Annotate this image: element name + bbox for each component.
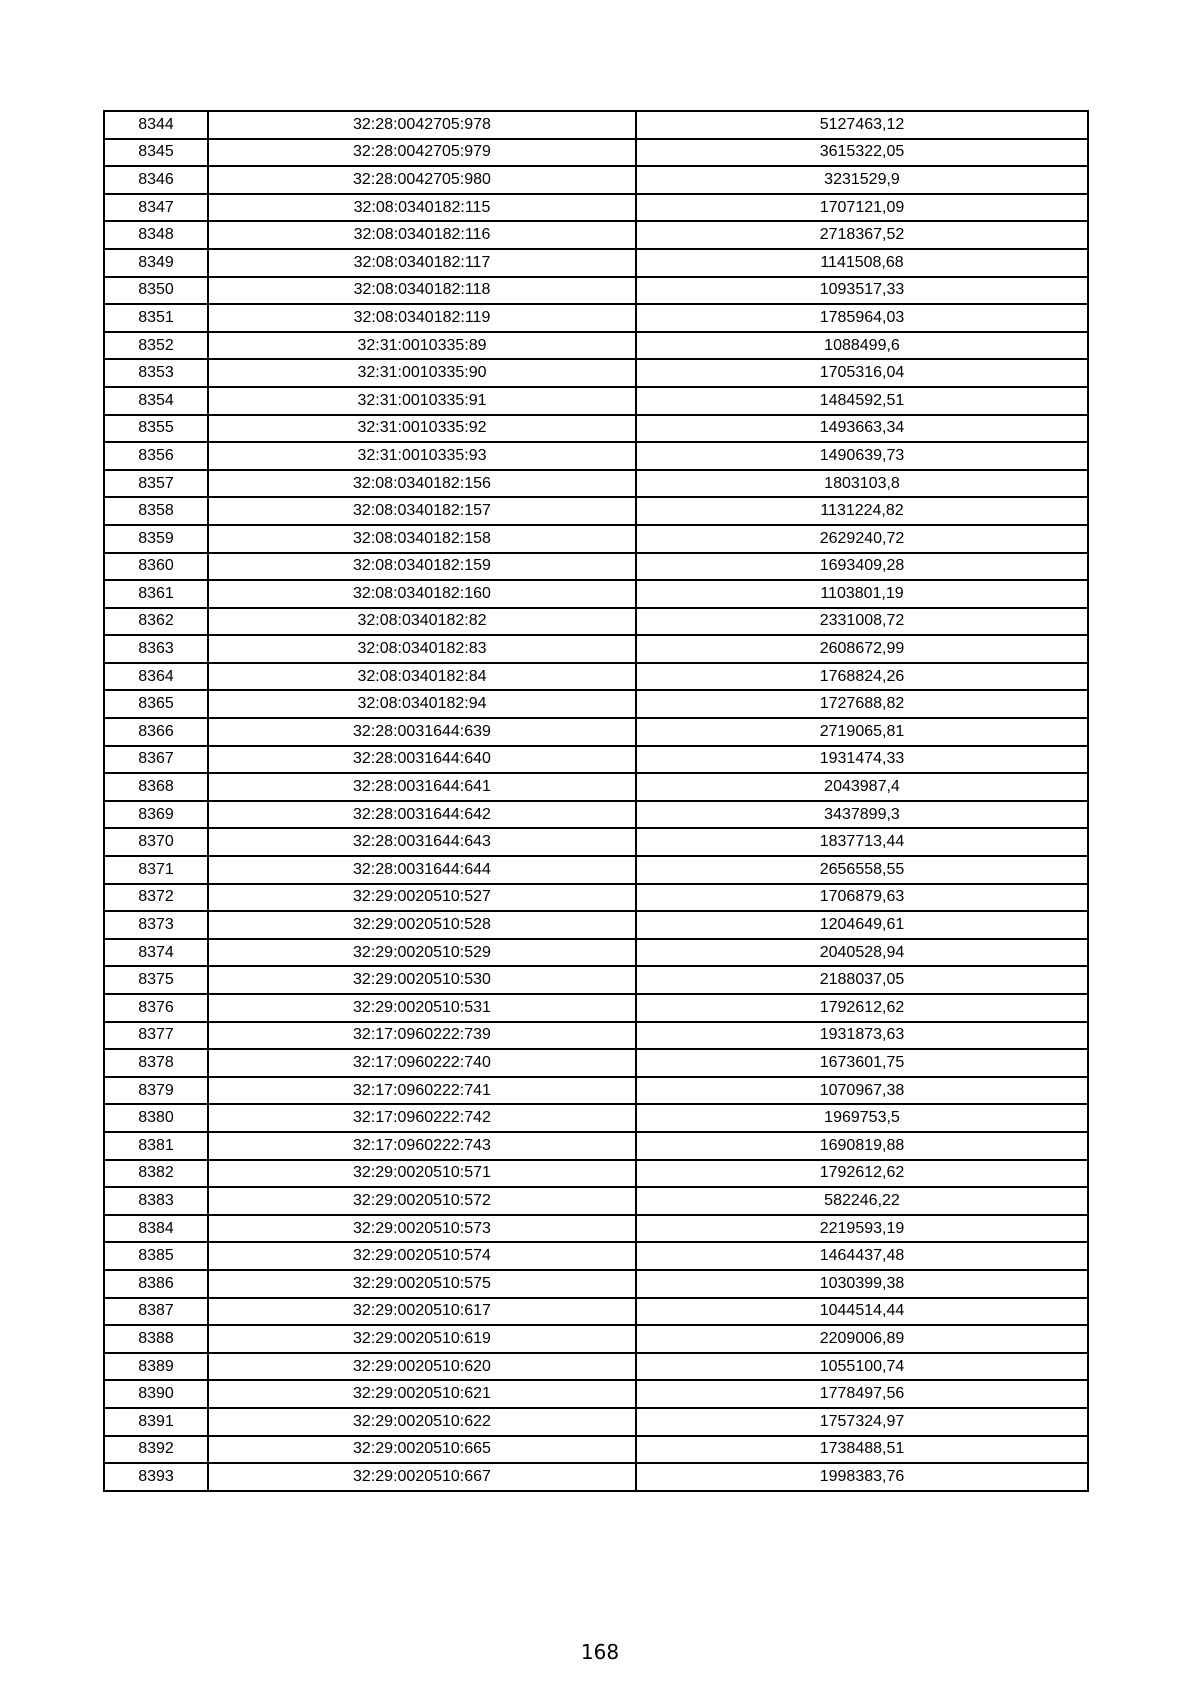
row-number-cell: 8380 xyxy=(104,1104,208,1132)
cadastral-number-cell: 32:08:0340182:119 xyxy=(208,304,636,332)
row-number-cell: 8375 xyxy=(104,966,208,994)
table-row xyxy=(104,1132,1088,1160)
value-cell: 3437899,3 xyxy=(636,801,1088,829)
table-row xyxy=(104,884,1088,912)
table-row xyxy=(104,1187,1088,1215)
cadastral-number-cell: 32:08:0340182:160 xyxy=(208,580,636,608)
table-row xyxy=(104,856,1088,884)
row-number-cell: 8366 xyxy=(104,718,208,746)
cadastral-number-cell: 32:28:0042705:979 xyxy=(208,139,636,167)
cadastral-number-cell: 32:08:0340182:116 xyxy=(208,221,636,249)
table-row xyxy=(104,415,1088,443)
table-row xyxy=(104,1408,1088,1436)
cadastral-number-cell: 32:17:0960222:741 xyxy=(208,1077,636,1105)
row-number-cell: 8360 xyxy=(104,553,208,581)
table-row xyxy=(104,663,1088,691)
table-row xyxy=(104,994,1088,1022)
table-row xyxy=(104,1436,1088,1464)
table-row xyxy=(104,359,1088,387)
cadastral-number-cell: 32:29:0020510:617 xyxy=(208,1298,636,1326)
cadastral-number-cell: 32:08:0340182:82 xyxy=(208,608,636,636)
table-row xyxy=(104,111,1088,139)
cadastral-number-cell: 32:29:0020510:665 xyxy=(208,1436,636,1464)
table-row xyxy=(104,1049,1088,1077)
table-row xyxy=(104,332,1088,360)
value-cell: 1673601,75 xyxy=(636,1049,1088,1077)
value-cell: 1768824,26 xyxy=(636,663,1088,691)
row-number-cell: 8363 xyxy=(104,635,208,663)
row-number-cell: 8374 xyxy=(104,939,208,967)
row-number-cell: 8372 xyxy=(104,884,208,912)
value-cell: 2188037,05 xyxy=(636,966,1088,994)
row-number-cell: 8379 xyxy=(104,1077,208,1105)
cadastral-number-cell: 32:29:0020510:667 xyxy=(208,1463,636,1491)
row-number-cell: 8378 xyxy=(104,1049,208,1077)
cadastral-number-cell: 32:29:0020510:531 xyxy=(208,994,636,1022)
table-row xyxy=(104,166,1088,194)
value-cell: 1093517,33 xyxy=(636,277,1088,305)
value-cell: 1493663,34 xyxy=(636,415,1088,443)
value-cell: 1757324,97 xyxy=(636,1408,1088,1436)
value-cell: 1088499,6 xyxy=(636,332,1088,360)
table-row xyxy=(104,939,1088,967)
row-number-cell: 8352 xyxy=(104,332,208,360)
cadastral-number-cell: 32:29:0020510:619 xyxy=(208,1325,636,1353)
cadastral-number-cell: 32:17:0960222:742 xyxy=(208,1104,636,1132)
value-cell: 2718367,52 xyxy=(636,221,1088,249)
value-cell: 1693409,28 xyxy=(636,553,1088,581)
cadastral-number-cell: 32:29:0020510:575 xyxy=(208,1270,636,1298)
table-row xyxy=(104,277,1088,305)
cadastral-number-cell: 32:31:0010335:90 xyxy=(208,359,636,387)
row-number-cell: 8391 xyxy=(104,1408,208,1436)
row-number-cell: 8385 xyxy=(104,1242,208,1270)
table-row xyxy=(104,194,1088,222)
value-cell: 2608672,99 xyxy=(636,635,1088,663)
table-row xyxy=(104,718,1088,746)
value-cell: 1785964,03 xyxy=(636,304,1088,332)
cadastral-number-cell: 32:17:0960222:743 xyxy=(208,1132,636,1160)
value-cell: 2656558,55 xyxy=(636,856,1088,884)
row-number-cell: 8392 xyxy=(104,1436,208,1464)
cadastral-number-cell: 32:08:0340182:117 xyxy=(208,249,636,277)
row-number-cell: 8344 xyxy=(104,111,208,139)
value-cell: 1055100,74 xyxy=(636,1353,1088,1381)
table-row xyxy=(104,773,1088,801)
row-number-cell: 8350 xyxy=(104,277,208,305)
cadastral-number-cell: 32:28:0031644:644 xyxy=(208,856,636,884)
value-cell: 1727688,82 xyxy=(636,690,1088,718)
table-row xyxy=(104,608,1088,636)
table-row xyxy=(104,470,1088,498)
page-number: 168 xyxy=(580,1640,620,1664)
row-number-cell: 8358 xyxy=(104,497,208,525)
cadastral-number-cell: 32:29:0020510:622 xyxy=(208,1408,636,1436)
row-number-cell: 8393 xyxy=(104,1463,208,1491)
value-cell: 1738488,51 xyxy=(636,1436,1088,1464)
table-row xyxy=(104,387,1088,415)
cadastral-number-cell: 32:17:0960222:740 xyxy=(208,1049,636,1077)
row-number-cell: 8371 xyxy=(104,856,208,884)
value-cell: 1103801,19 xyxy=(636,580,1088,608)
value-cell: 2219593,19 xyxy=(636,1215,1088,1243)
table-row xyxy=(104,801,1088,829)
cadastral-number-cell: 32:29:0020510:620 xyxy=(208,1353,636,1381)
table-row xyxy=(104,1022,1088,1050)
value-cell: 3615322,05 xyxy=(636,139,1088,167)
value-cell: 1690819,88 xyxy=(636,1132,1088,1160)
row-number-cell: 8390 xyxy=(104,1380,208,1408)
table-row xyxy=(104,525,1088,553)
value-cell: 2629240,72 xyxy=(636,525,1088,553)
row-number-cell: 8373 xyxy=(104,911,208,939)
cadastral-number-cell: 32:08:0340182:118 xyxy=(208,277,636,305)
cadastral-number-cell: 32:29:0020510:573 xyxy=(208,1215,636,1243)
table-row xyxy=(104,1215,1088,1243)
table-row xyxy=(104,497,1088,525)
row-number-cell: 8370 xyxy=(104,828,208,856)
cadastral-number-cell: 32:08:0340182:94 xyxy=(208,690,636,718)
row-number-cell: 8377 xyxy=(104,1022,208,1050)
value-cell: 1707121,09 xyxy=(636,194,1088,222)
row-number-cell: 8361 xyxy=(104,580,208,608)
cadastral-number-cell: 32:28:0031644:642 xyxy=(208,801,636,829)
row-number-cell: 8382 xyxy=(104,1160,208,1188)
row-number-cell: 8387 xyxy=(104,1298,208,1326)
cadastral-number-cell: 32:08:0340182:156 xyxy=(208,470,636,498)
value-cell: 1837713,44 xyxy=(636,828,1088,856)
table-row xyxy=(104,911,1088,939)
value-cell: 1778497,56 xyxy=(636,1380,1088,1408)
cadastral-number-cell: 32:08:0340182:84 xyxy=(208,663,636,691)
value-cell: 1204649,61 xyxy=(636,911,1088,939)
table-row xyxy=(104,304,1088,332)
row-number-cell: 8369 xyxy=(104,801,208,829)
value-cell: 1705316,04 xyxy=(636,359,1088,387)
table-row xyxy=(104,690,1088,718)
cadastral-number-cell: 32:29:0020510:572 xyxy=(208,1187,636,1215)
value-cell: 2209006,89 xyxy=(636,1325,1088,1353)
table-row xyxy=(104,442,1088,470)
row-number-cell: 8365 xyxy=(104,690,208,718)
row-number-cell: 8381 xyxy=(104,1132,208,1160)
row-number-cell: 8348 xyxy=(104,221,208,249)
table-row xyxy=(104,249,1088,277)
cadastral-number-cell: 32:31:0010335:91 xyxy=(208,387,636,415)
cadastral-number-cell: 32:28:0031644:641 xyxy=(208,773,636,801)
table-row xyxy=(104,1353,1088,1381)
cadastral-number-cell: 32:29:0020510:530 xyxy=(208,966,636,994)
value-cell: 1969753,5 xyxy=(636,1104,1088,1132)
row-number-cell: 8359 xyxy=(104,525,208,553)
value-cell: 1803103,8 xyxy=(636,470,1088,498)
cadastral-number-cell: 32:28:0031644:639 xyxy=(208,718,636,746)
cadastral-number-cell: 32:17:0960222:739 xyxy=(208,1022,636,1050)
table-row xyxy=(104,828,1088,856)
value-cell: 1044514,44 xyxy=(636,1298,1088,1326)
cadastral-number-cell: 32:29:0020510:621 xyxy=(208,1380,636,1408)
cadastral-number-cell: 32:31:0010335:89 xyxy=(208,332,636,360)
row-number-cell: 8383 xyxy=(104,1187,208,1215)
row-number-cell: 8368 xyxy=(104,773,208,801)
cadastral-number-cell: 32:28:0042705:980 xyxy=(208,166,636,194)
table-row xyxy=(104,1380,1088,1408)
cadastral-number-cell: 32:28:0031644:643 xyxy=(208,828,636,856)
row-number-cell: 8386 xyxy=(104,1270,208,1298)
table-row xyxy=(104,1463,1088,1491)
row-number-cell: 8364 xyxy=(104,663,208,691)
table-row xyxy=(104,553,1088,581)
row-number-cell: 8355 xyxy=(104,415,208,443)
value-cell: 1490639,73 xyxy=(636,442,1088,470)
value-cell: 1484592,51 xyxy=(636,387,1088,415)
row-number-cell: 8388 xyxy=(104,1325,208,1353)
value-cell: 2719065,81 xyxy=(636,718,1088,746)
value-cell: 1070967,38 xyxy=(636,1077,1088,1105)
cadastral-number-cell: 32:31:0010335:92 xyxy=(208,415,636,443)
row-number-cell: 8345 xyxy=(104,139,208,167)
cadastral-number-cell: 32:08:0340182:158 xyxy=(208,525,636,553)
cadastral-number-cell: 32:08:0340182:115 xyxy=(208,194,636,222)
value-cell: 1464437,48 xyxy=(636,1242,1088,1270)
cadastral-number-cell: 32:28:0042705:978 xyxy=(208,111,636,139)
table-row xyxy=(104,1242,1088,1270)
value-cell: 1931474,33 xyxy=(636,746,1088,774)
row-number-cell: 8376 xyxy=(104,994,208,1022)
row-number-cell: 8346 xyxy=(104,166,208,194)
cadastral-number-cell: 32:29:0020510:529 xyxy=(208,939,636,967)
table-row xyxy=(104,635,1088,663)
table-row xyxy=(104,1325,1088,1353)
value-cell: 5127463,12 xyxy=(636,111,1088,139)
value-cell: 2040528,94 xyxy=(636,939,1088,967)
cadastral-number-cell: 32:29:0020510:571 xyxy=(208,1160,636,1188)
row-number-cell: 8349 xyxy=(104,249,208,277)
cadastral-number-cell: 32:28:0031644:640 xyxy=(208,746,636,774)
value-cell: 1792612,62 xyxy=(636,994,1088,1022)
row-number-cell: 8384 xyxy=(104,1215,208,1243)
data-table xyxy=(103,110,1089,1492)
table-row xyxy=(104,580,1088,608)
row-number-cell: 8351 xyxy=(104,304,208,332)
row-number-cell: 8362 xyxy=(104,608,208,636)
cadastral-number-cell: 32:31:0010335:93 xyxy=(208,442,636,470)
table-row xyxy=(104,1077,1088,1105)
value-cell: 2331008,72 xyxy=(636,608,1088,636)
table-row xyxy=(104,746,1088,774)
cadastral-number-cell: 32:29:0020510:574 xyxy=(208,1242,636,1270)
table-row xyxy=(104,1270,1088,1298)
cadastral-number-cell: 32:08:0340182:159 xyxy=(208,553,636,581)
value-cell: 1792612,62 xyxy=(636,1160,1088,1188)
value-cell: 1131224,82 xyxy=(636,497,1088,525)
table-body xyxy=(104,111,1088,1491)
value-cell: 1141508,68 xyxy=(636,249,1088,277)
row-number-cell: 8347 xyxy=(104,194,208,222)
table-row xyxy=(104,221,1088,249)
table-row xyxy=(104,1160,1088,1188)
value-cell: 582246,22 xyxy=(636,1187,1088,1215)
cadastral-number-cell: 32:08:0340182:157 xyxy=(208,497,636,525)
row-number-cell: 8357 xyxy=(104,470,208,498)
table-row xyxy=(104,966,1088,994)
row-number-cell: 8389 xyxy=(104,1353,208,1381)
value-cell: 1931873,63 xyxy=(636,1022,1088,1050)
row-number-cell: 8354 xyxy=(104,387,208,415)
value-cell: 1030399,38 xyxy=(636,1270,1088,1298)
row-number-cell: 8356 xyxy=(104,442,208,470)
table-row xyxy=(104,1298,1088,1326)
value-cell: 3231529,9 xyxy=(636,166,1088,194)
cadastral-number-cell: 32:29:0020510:527 xyxy=(208,884,636,912)
cadastral-number-cell: 32:08:0340182:83 xyxy=(208,635,636,663)
row-number-cell: 8353 xyxy=(104,359,208,387)
cadastral-number-cell: 32:29:0020510:528 xyxy=(208,911,636,939)
table-row xyxy=(104,1104,1088,1132)
value-cell: 1706879,63 xyxy=(636,884,1088,912)
row-number-cell: 8367 xyxy=(104,746,208,774)
value-cell: 1998383,76 xyxy=(636,1463,1088,1491)
value-cell: 2043987,4 xyxy=(636,773,1088,801)
table-row xyxy=(104,139,1088,167)
